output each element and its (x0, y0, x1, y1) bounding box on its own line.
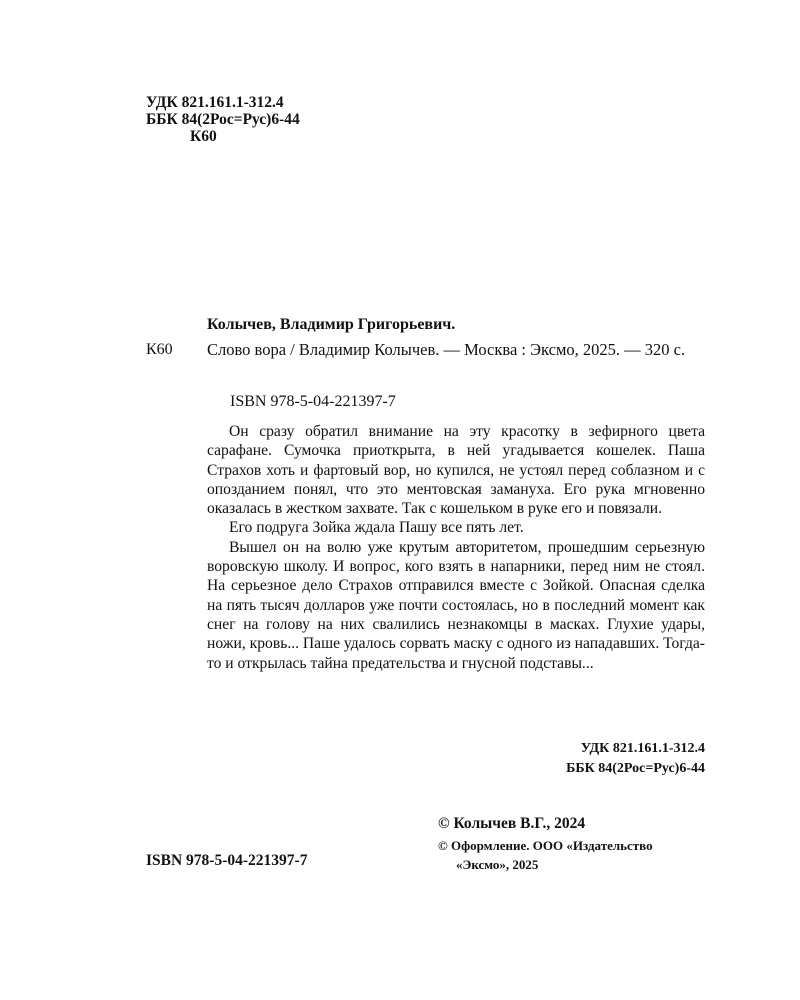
classification-udk: УДК 821.161.1-312.4 (580, 741, 705, 756)
entry-author-code: К60 (146, 341, 173, 358)
annotation (207, 422, 705, 673)
annotation-paragraph: Его подруга Зойка ждала Пашу все пять лет. (229, 519, 524, 537)
classification-bbk: ББК 84(2Рос=Рус)6-44 (566, 761, 705, 776)
annotation-paragraph: Вышел он на волю уже крутым авторитетом, прошедшим серьезную воровскую школу. И вопрос, кого взять в напарники, перед ним не стоял. На серьезное дело Страхов отправился вместе с Зойкой. Опасная сделка на пять тысяч долларов уже почти состоялась, но в последний момент как снег на голову на них свалились незнакомцы в масках. Глухие удары, ножи, кровь... Паше удалось сорвать маску с одного из нападавших. Тогда-то и открылась тайна предательства и гнусной подставы... (207, 538, 705, 672)
copyright-design-line: © Оформление. ООО «Издательство (438, 838, 653, 853)
copyright-design-line: «Эксмо», 2025 (456, 857, 539, 872)
entry-author: Колычев, Владимир Григорьевич. (207, 316, 456, 333)
header-classification (146, 94, 300, 145)
copyright-design (438, 836, 653, 874)
entry-isbn: ISBN 978-5-04-221397-7 (230, 393, 396, 410)
header-bbk: ББК 84(2Рос=Рус)6-44 (146, 111, 300, 128)
annotation-paragraph: Он сразу обратил внимание на эту красотку в зефирного цвета сарафане. Сумочка приоткрыта, в ней угадывается кошелек. Паша Страхов хоть и фартовый вор, но купился, не устоял перед соблазном и с опозданием понял, что это ментовская замануха. Его рука мгновенно оказалась в жестком захвате. Так с кошельком в руке его и повязали. (207, 423, 705, 518)
copyright-author: © Колычев В.Г., 2024 (438, 815, 586, 832)
header-author-code: К60 (190, 128, 217, 145)
footer-isbn: ISBN 978-5-04-221397-7 (146, 852, 308, 869)
classification-block (566, 739, 705, 779)
header-udk: УДК 821.161.1-312.4 (146, 94, 284, 111)
entry-citation: Слово вора / Владимир Колычев. — Москва : Эксмо, 2025. — 320 с. (207, 340, 686, 359)
